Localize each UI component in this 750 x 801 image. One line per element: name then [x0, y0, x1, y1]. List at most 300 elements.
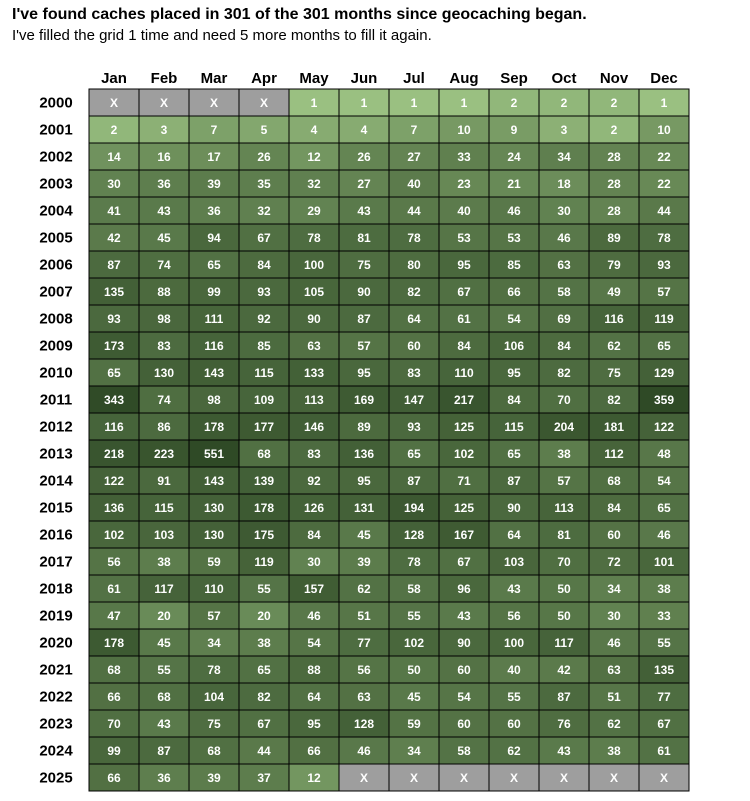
cell-value: 122: [103, 474, 125, 488]
cell-value: 67: [657, 717, 671, 731]
cell-value: 93: [407, 420, 421, 434]
year-header: 2009: [39, 337, 73, 355]
cell-value: 78: [657, 231, 671, 245]
cell-value: 44: [657, 204, 671, 218]
cell-value: 34: [407, 744, 421, 758]
cell-value: 64: [307, 690, 321, 704]
cell-value: 30: [307, 555, 321, 569]
cell-value: 78: [207, 663, 221, 677]
cell-value: 92: [307, 474, 321, 488]
cell-value: 69: [557, 312, 571, 326]
cell-value: 39: [207, 771, 221, 785]
month-header: Sep: [500, 70, 528, 87]
cell-value: 55: [507, 690, 521, 704]
cell-value: 32: [257, 204, 271, 218]
cell-value: 130: [153, 366, 175, 380]
cell-value: 102: [453, 447, 475, 461]
cell-value: 45: [157, 636, 171, 650]
cell-value: X: [359, 771, 369, 785]
cell-value: 23: [457, 177, 471, 191]
cell-value: 204: [553, 420, 575, 434]
cell-value: 58: [557, 285, 571, 299]
cell-value: 1: [310, 96, 318, 110]
cell-value: 36: [157, 177, 171, 191]
cell-value: X: [459, 771, 469, 785]
cell-value: 93: [107, 312, 121, 326]
cell-value: 44: [257, 744, 271, 758]
month-header: Mar: [200, 70, 228, 87]
cell-value: 223: [153, 447, 175, 461]
cell-value: 177: [253, 420, 275, 434]
cell-value: 2: [610, 123, 618, 137]
cell-value: 63: [307, 339, 321, 353]
cell-value: 56: [107, 555, 121, 569]
year-header: 2020: [39, 634, 73, 652]
cell-value: 95: [357, 366, 371, 380]
cell-value: 5: [260, 123, 268, 137]
month-header: Oct: [551, 70, 577, 87]
year-header: 2018: [39, 580, 73, 598]
year-header: 2022: [39, 688, 73, 706]
cell-value: 112: [604, 447, 624, 461]
cell-value: 181: [603, 420, 625, 434]
cell-value: 74: [157, 258, 171, 272]
cell-value: 37: [257, 771, 271, 785]
cell-value: 75: [357, 258, 371, 272]
cell-value: 178: [203, 420, 225, 434]
month-header: May: [299, 70, 329, 87]
cell-value: 67: [457, 555, 471, 569]
year-header: 2003: [39, 175, 73, 193]
cell-value: 173: [103, 339, 125, 353]
year-header: 2023: [39, 715, 73, 733]
cell-value: 94: [207, 231, 221, 245]
cell-value: 4: [360, 123, 368, 137]
year-header: 2002: [39, 148, 73, 166]
cell-value: 80: [407, 258, 421, 272]
cell-value: 65: [107, 366, 121, 380]
cell-value: 111: [204, 312, 224, 326]
cell-value: 28: [607, 150, 621, 164]
cell-value: 119: [654, 312, 674, 326]
cell-value: 90: [357, 285, 371, 299]
cell-value: 58: [457, 744, 471, 758]
cell-value: 551: [203, 447, 225, 461]
cell-value: 21: [507, 177, 521, 191]
cell-value: 46: [307, 609, 321, 623]
cell-value: 65: [507, 447, 521, 461]
cell-value: 78: [407, 231, 421, 245]
month-header: Jun: [350, 70, 378, 87]
cell-value: 84: [307, 528, 321, 542]
cell-value: 115: [154, 501, 174, 515]
cell-value: 1: [410, 96, 418, 110]
cell-value: 66: [107, 690, 121, 704]
cell-value: 42: [557, 663, 571, 677]
cell-value: 54: [657, 474, 671, 488]
month-header: Aug: [449, 70, 479, 87]
cell-value: X: [509, 771, 519, 785]
month-header: Apr: [251, 70, 277, 87]
cell-value: 53: [507, 231, 521, 245]
cell-value: 46: [607, 636, 621, 650]
cell-value: 104: [203, 690, 225, 704]
cell-value: 50: [557, 582, 571, 596]
cell-value: 55: [257, 582, 271, 596]
cell-value: 14: [107, 150, 121, 164]
cell-value: 83: [157, 339, 171, 353]
cell-value: 2: [510, 96, 518, 110]
cell-value: 93: [257, 285, 271, 299]
cell-value: 125: [453, 501, 475, 515]
cell-value: 139: [253, 474, 275, 488]
cell-value: 65: [657, 339, 671, 353]
cell-value: 58: [407, 582, 421, 596]
cell-value: 71: [457, 474, 471, 488]
cell-value: 1: [460, 96, 468, 110]
cell-value: 116: [104, 420, 124, 434]
cell-value: 72: [607, 555, 621, 569]
cell-value: X: [609, 771, 619, 785]
cell-value: 63: [357, 690, 371, 704]
cell-value: 66: [507, 285, 521, 299]
cell-value: 89: [357, 420, 371, 434]
cell-value: 130: [203, 501, 225, 515]
cell-value: 117: [554, 636, 574, 650]
cell-value: 178: [103, 636, 125, 650]
cell-value: 32: [307, 177, 321, 191]
cell-value: 45: [357, 528, 371, 542]
cell-value: 62: [357, 582, 371, 596]
cell-value: 98: [207, 393, 221, 407]
cell-value: 106: [503, 339, 525, 353]
cell-value: 77: [357, 636, 371, 650]
cell-value: 38: [157, 555, 171, 569]
year-header: 2019: [39, 607, 73, 625]
cell-value: 35: [257, 177, 271, 191]
cell-value: 115: [504, 420, 524, 434]
year-header: 2025: [39, 769, 73, 787]
cell-value: 3: [560, 123, 568, 137]
year-header: 2017: [39, 553, 73, 571]
cell-value: 143: [203, 474, 225, 488]
cell-value: 70: [557, 393, 571, 407]
cell-value: 100: [303, 258, 325, 272]
cell-value: 30: [107, 177, 121, 191]
cell-value: 64: [507, 528, 521, 542]
year-header: 2001: [39, 121, 73, 139]
cell-value: 43: [157, 717, 171, 731]
cell-value: 133: [303, 366, 325, 380]
cell-value: 84: [607, 501, 621, 515]
cell-value: 84: [257, 258, 271, 272]
cell-value: 110: [204, 582, 224, 596]
cell-value: 17: [207, 150, 221, 164]
year-header: 2005: [39, 229, 73, 247]
cell-value: 90: [457, 636, 471, 650]
cell-value: 26: [257, 150, 271, 164]
cell-value: 157: [303, 582, 325, 596]
cell-value: 84: [507, 393, 521, 407]
year-header: 2011: [39, 391, 73, 409]
cell-value: 135: [103, 285, 125, 299]
month-header: Jan: [101, 70, 127, 87]
cell-value: 86: [157, 420, 171, 434]
cell-value: 99: [207, 285, 221, 299]
cell-value: 70: [557, 555, 571, 569]
cell-value: 1: [360, 96, 368, 110]
cell-value: 1: [660, 96, 668, 110]
month-header: Dec: [650, 70, 678, 87]
cell-value: 30: [557, 204, 571, 218]
cell-value: 81: [357, 231, 371, 245]
cell-value: 18: [557, 177, 571, 191]
cell-value: 68: [157, 690, 171, 704]
cell-value: 56: [357, 663, 371, 677]
cell-value: 194: [403, 501, 425, 515]
cell-value: 92: [257, 312, 271, 326]
cell-value: X: [409, 771, 419, 785]
cell-value: 60: [607, 528, 621, 542]
chart-subtitle: I've filled the grid 1 time and need 5 more months to fill it again.: [12, 27, 432, 44]
cell-value: 98: [157, 312, 171, 326]
cell-value: 2: [110, 123, 118, 137]
cell-value: 28: [607, 177, 621, 191]
cell-value: 76: [557, 717, 571, 731]
cell-value: 38: [557, 447, 571, 461]
cell-value: 4: [310, 123, 318, 137]
cell-value: 65: [407, 447, 421, 461]
cell-value: 49: [607, 285, 621, 299]
cell-value: 64: [407, 312, 421, 326]
cell-value: 53: [457, 231, 471, 245]
cell-value: 95: [457, 258, 471, 272]
cell-value: 146: [303, 420, 325, 434]
cell-value: 34: [607, 582, 621, 596]
cell-value: 62: [607, 339, 621, 353]
cell-value: 84: [457, 339, 471, 353]
cell-value: 109: [253, 393, 275, 407]
cell-value: 61: [657, 744, 671, 758]
cell-value: 67: [257, 231, 271, 245]
cell-value: 56: [507, 609, 521, 623]
cell-value: 57: [657, 285, 671, 299]
cell-value: 75: [207, 717, 221, 731]
cell-value: 175: [253, 528, 275, 542]
cell-value: 54: [307, 636, 321, 650]
year-header: 2024: [39, 742, 73, 760]
cell-value: 93: [657, 258, 671, 272]
cell-value: 122: [653, 420, 675, 434]
cell-value: 16: [157, 150, 171, 164]
cell-value: 105: [303, 285, 325, 299]
cell-value: 89: [607, 231, 621, 245]
cell-value: 28: [607, 204, 621, 218]
cell-value: 169: [353, 393, 375, 407]
cell-value: 40: [407, 177, 421, 191]
cell-value: 59: [407, 717, 421, 731]
cell-value: 9: [510, 123, 518, 137]
cell-value: 2: [610, 96, 618, 110]
cell-value: 84: [557, 339, 571, 353]
cell-value: 48: [657, 447, 671, 461]
cell-value: 99: [107, 744, 121, 758]
cell-value: 115: [254, 366, 274, 380]
cell-value: 87: [107, 258, 121, 272]
cell-value: 70: [107, 717, 121, 731]
cell-value: 130: [203, 528, 225, 542]
cell-value: 100: [503, 636, 525, 650]
cell-value: 63: [557, 258, 571, 272]
year-header: 2012: [39, 418, 73, 436]
year-header: 2008: [39, 310, 73, 328]
cell-value: 46: [557, 231, 571, 245]
cell-value: 101: [653, 555, 675, 569]
cell-value: 147: [403, 393, 425, 407]
year-header: 2021: [39, 661, 73, 679]
cell-value: 131: [353, 501, 375, 515]
cell-value: 65: [257, 663, 271, 677]
cell-value: 82: [257, 690, 271, 704]
cell-value: 38: [657, 582, 671, 596]
cell-value: 45: [407, 690, 421, 704]
cell-value: 110: [454, 366, 474, 380]
cell-value: 85: [257, 339, 271, 353]
cell-value: 20: [257, 609, 271, 623]
cell-value: 66: [307, 744, 321, 758]
cell-value: 40: [507, 663, 521, 677]
cell-value: 359: [653, 393, 675, 407]
year-header: 2015: [39, 499, 73, 517]
cell-value: 135: [653, 663, 675, 677]
cell-value: 61: [457, 312, 471, 326]
cell-value: X: [209, 96, 219, 110]
cell-value: 88: [307, 663, 321, 677]
cell-value: 87: [157, 744, 171, 758]
cell-value: 10: [457, 123, 471, 137]
cell-value: 68: [207, 744, 221, 758]
cell-value: 20: [157, 609, 171, 623]
cell-value: 43: [357, 204, 371, 218]
cell-value: 96: [457, 582, 471, 596]
cell-value: X: [259, 96, 269, 110]
chart-title: I've found caches placed in 301 of the 301 months since geocaching began.: [12, 6, 587, 23]
year-header: 2004: [39, 202, 73, 220]
cell-value: 343: [103, 393, 125, 407]
cell-value: 91: [157, 474, 171, 488]
cell-value: 60: [507, 717, 521, 731]
year-header: 2010: [39, 364, 73, 382]
cell-value: 65: [657, 501, 671, 515]
cell-value: 46: [357, 744, 371, 758]
cell-value: 68: [257, 447, 271, 461]
cell-value: 74: [157, 393, 171, 407]
cell-value: 7: [410, 123, 418, 137]
cell-value: 55: [407, 609, 421, 623]
cell-value: 68: [607, 474, 621, 488]
cell-value: 3: [160, 123, 168, 137]
cell-value: 59: [207, 555, 221, 569]
month-header: Jul: [403, 70, 425, 87]
cell-value: 10: [657, 123, 671, 137]
cell-value: 87: [557, 690, 571, 704]
cell-value: 67: [457, 285, 471, 299]
cell-value: 66: [107, 771, 121, 785]
cell-value: 55: [657, 636, 671, 650]
cell-value: 75: [607, 366, 621, 380]
cell-value: 2: [560, 96, 568, 110]
cell-value: 88: [157, 285, 171, 299]
cell-value: 39: [357, 555, 371, 569]
cell-value: 43: [507, 582, 521, 596]
cell-value: 43: [457, 609, 471, 623]
year-header: 2007: [39, 283, 73, 301]
cell-value: 85: [507, 258, 521, 272]
cell-value: 22: [657, 150, 671, 164]
cell-value: 103: [153, 528, 175, 542]
cell-value: 87: [507, 474, 521, 488]
cell-value: 116: [204, 339, 224, 353]
cell-value: 95: [507, 366, 521, 380]
cell-value: 95: [307, 717, 321, 731]
cell-value: 63: [607, 663, 621, 677]
cell-value: X: [659, 771, 669, 785]
cell-value: 26: [357, 150, 371, 164]
cell-value: 82: [557, 366, 571, 380]
cell-value: 82: [607, 393, 621, 407]
cell-value: 62: [607, 717, 621, 731]
cell-value: 178: [253, 501, 275, 515]
cell-value: 33: [457, 150, 471, 164]
cell-value: 22: [657, 177, 671, 191]
cell-value: 12: [307, 150, 321, 164]
cell-value: 24: [507, 150, 521, 164]
month-header: Nov: [599, 70, 629, 87]
cell-value: 87: [407, 474, 421, 488]
cell-value: 44: [407, 204, 421, 218]
cell-value: 7: [210, 123, 218, 137]
cell-value: 38: [257, 636, 271, 650]
cell-value: X: [109, 96, 119, 110]
cell-value: 167: [453, 528, 475, 542]
cell-value: 87: [357, 312, 371, 326]
month-header: Feb: [150, 70, 178, 87]
cell-value: 125: [453, 420, 475, 434]
cell-value: 62: [507, 744, 521, 758]
cell-value: 12: [307, 771, 321, 785]
cell-value: 82: [407, 285, 421, 299]
cell-value: 129: [653, 366, 675, 380]
cell-value: 39: [207, 177, 221, 191]
cell-value: 65: [207, 258, 221, 272]
cell-value: 60: [457, 663, 471, 677]
cell-value: 128: [353, 717, 375, 731]
cell-value: 43: [557, 744, 571, 758]
cell-value: 54: [457, 690, 471, 704]
cell-value: 218: [103, 447, 125, 461]
cell-value: 60: [457, 717, 471, 731]
cell-value: 50: [407, 663, 421, 677]
cell-value: 78: [307, 231, 321, 245]
cell-value: 113: [304, 393, 324, 407]
cell-value: 27: [407, 150, 421, 164]
cell-value: 34: [557, 150, 571, 164]
cell-value: 40: [457, 204, 471, 218]
cell-value: 60: [407, 339, 421, 353]
cell-value: 83: [307, 447, 321, 461]
cell-value: 54: [507, 312, 521, 326]
cell-value: X: [559, 771, 569, 785]
